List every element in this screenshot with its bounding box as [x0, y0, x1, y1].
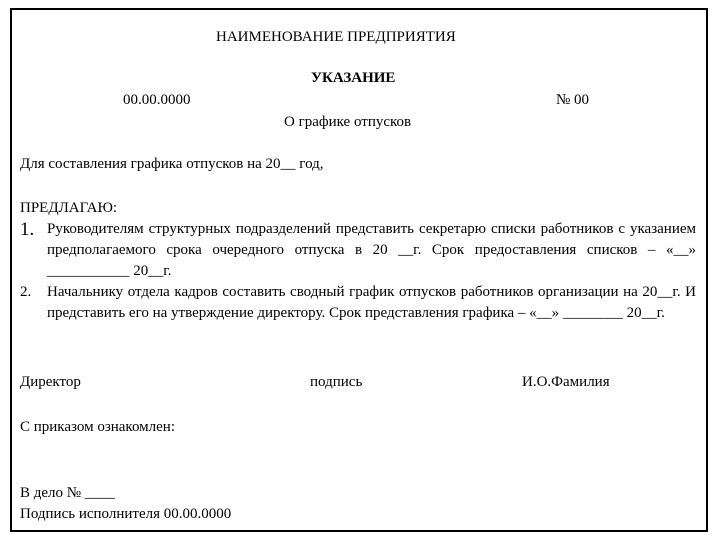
- list-item: [20, 282, 696, 324]
- propose-heading: ПРЕДЛАГАЮ:: [20, 200, 118, 216]
- list-item-text: Руководителям структурных подразделений представить секретарю списки работников с указанием предполагаемого срока очередного отпуска в 20 __г. Срок предоставления списков – «__» ___________ 20__г.: [47, 221, 696, 279]
- list-item-text: Начальнику отдела кадров составить сводный график отпусков работников организации на 20__г. И представить его на утверждение директору. Срок представления графика – «__» ________ 20__г.: [47, 284, 696, 321]
- signature-name: И.О.Фамилия: [522, 374, 610, 390]
- document-subject: О графике отпусков: [284, 114, 412, 130]
- list-item-number: 2.: [20, 284, 32, 300]
- acknowledgement-text: С приказом ознакомлен:: [20, 419, 176, 435]
- instruction-list: [20, 219, 696, 324]
- executor-signature: Подпись исполнителя 00.00.0000: [20, 506, 232, 522]
- file-number: В дело № ____: [20, 485, 115, 501]
- intro-text: Для составления графика отпусков на 20__ год,: [20, 156, 324, 172]
- list-item: [20, 219, 696, 282]
- document-date: 00.00.0000: [123, 92, 191, 108]
- document-number: № 00: [556, 92, 590, 108]
- signature-position: Директор: [20, 374, 81, 390]
- signature-placeholder: подпись: [310, 374, 363, 390]
- organization-name: НАИМЕНОВАНИЕ ПРЕДПРИЯТИЯ: [216, 29, 456, 45]
- document-type-title: УКАЗАНИЕ: [311, 70, 396, 86]
- list-item-number: 1.: [20, 219, 35, 240]
